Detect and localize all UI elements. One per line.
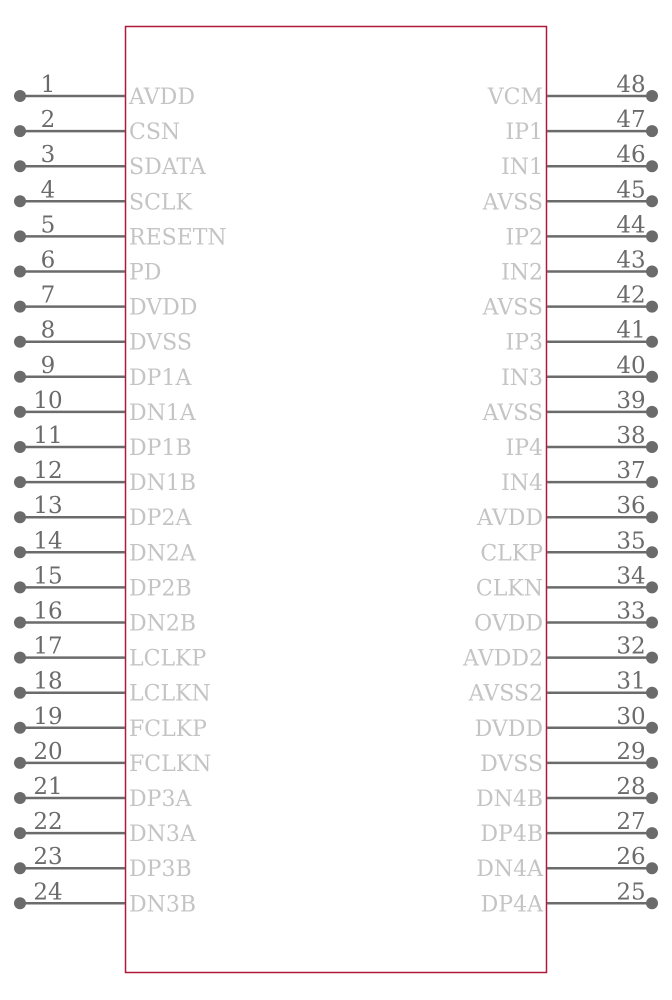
pin-terminal-dot: [646, 687, 658, 699]
pin-name: SCLK: [129, 190, 192, 216]
pin-33: [474, 599, 658, 637]
pin-name: DN2A: [129, 541, 196, 567]
pin-number: 20: [33, 738, 63, 765]
pin-name: DVDD: [129, 295, 198, 321]
pin-31: [468, 669, 658, 707]
pin-name: IN2: [501, 260, 543, 286]
pin-number: 31: [616, 668, 646, 695]
pin-number: 36: [616, 493, 646, 520]
pin-19: [14, 704, 207, 742]
pin-name: IP4: [505, 436, 543, 461]
pin-number: 23: [33, 844, 63, 871]
pin-terminal-dot: [14, 581, 26, 593]
pin-terminal-dot: [646, 792, 658, 804]
pin-name: AVSS: [482, 295, 543, 321]
pin-terminal-dot: [646, 125, 658, 137]
pin-6: [14, 248, 161, 286]
pin-terminal-dot: [646, 406, 658, 418]
pin-terminal-dot: [14, 722, 26, 734]
pin-13: [14, 493, 192, 531]
pin-name: DN3A: [129, 822, 196, 848]
pin-terminal-dot: [14, 617, 26, 629]
pin-number: 27: [616, 809, 646, 836]
pin-8: [14, 318, 192, 356]
pin-number: 17: [33, 633, 63, 660]
pin-name: CLKN: [475, 576, 543, 602]
pin-14: [14, 528, 197, 566]
pin-terminal-dot: [646, 476, 658, 488]
pin-number: 14: [33, 528, 63, 555]
pin-number: 9: [40, 352, 56, 379]
pin-terminal-dot: [14, 687, 26, 699]
pin-number: 26: [616, 844, 646, 871]
pin-name: FCLKP: [129, 716, 207, 742]
pin-terminal-dot: [14, 195, 26, 207]
pin-number: 32: [616, 633, 646, 660]
pin-name: DN4A: [476, 857, 543, 883]
pin-number: 35: [616, 528, 646, 555]
pin-9: [14, 353, 192, 391]
pin-number: 28: [616, 774, 646, 800]
pin-44: [506, 212, 659, 250]
pin-terminal-dot: [646, 160, 658, 172]
pin-terminal-dot: [14, 511, 26, 523]
pin-terminal-dot: [14, 406, 26, 418]
pin-terminal-dot: [14, 90, 26, 102]
pin-terminal-dot: [646, 897, 658, 909]
pin-terminal-dot: [14, 792, 26, 804]
pin-number: 7: [40, 282, 56, 309]
pin-46: [501, 142, 658, 180]
pin-number: 15: [33, 563, 63, 590]
pin-name: AVDD: [477, 506, 543, 532]
pin-name: IN4: [501, 471, 543, 497]
pin-26: [476, 844, 658, 882]
pin-terminal-dot: [14, 301, 26, 313]
pin-name: LCLKN: [129, 681, 211, 707]
pin-terminal-dot: [14, 652, 26, 664]
pin-name: DN2B: [129, 611, 197, 637]
pin-terminal-dot: [14, 827, 26, 839]
pin-7: [14, 283, 197, 321]
pin-terminal-dot: [14, 125, 26, 137]
pin-name: IP2: [505, 225, 543, 251]
pin-24: [14, 879, 196, 917]
pin-number: 4: [40, 177, 56, 204]
pin-name: DN1A: [129, 400, 196, 426]
pin-terminal-dot: [14, 546, 26, 558]
pin-number: 10: [33, 387, 63, 414]
pin-number: 43: [616, 247, 646, 274]
pin-number: 18: [33, 668, 63, 695]
pin-3: [14, 142, 207, 180]
pin-number: 2: [40, 107, 56, 134]
pin-name: DP1A: [129, 365, 192, 391]
pin-45: [482, 177, 658, 215]
pin-name: OVDD: [474, 611, 543, 637]
pin-name: AVDD2: [463, 646, 543, 672]
pin-number: 8: [40, 317, 56, 344]
pin-terminal-dot: [14, 862, 26, 874]
pin-name: DN3B: [129, 892, 197, 918]
pin-47: [506, 107, 659, 145]
pin-40: [501, 353, 658, 391]
pin-number: 30: [616, 703, 646, 730]
pin-12: [14, 458, 196, 496]
pin-number: 21: [33, 774, 63, 800]
pin-27: [480, 809, 658, 847]
pin-25: [481, 879, 658, 917]
pin-number: 5: [40, 212, 56, 239]
pin-number: 3: [40, 142, 56, 169]
pin-terminal-dot: [646, 230, 658, 242]
pin-34: [476, 563, 658, 601]
pin-number: 19: [33, 703, 63, 730]
pin-number: 47: [616, 107, 646, 134]
pin-32: [462, 634, 658, 672]
pin-terminal-dot: [14, 441, 26, 453]
pin-name: AVSS: [482, 400, 543, 426]
pin-39: [482, 388, 658, 426]
pin-number: 46: [616, 142, 646, 169]
pin-name: AVSS2: [468, 681, 543, 707]
pin-name: DVDD: [474, 716, 543, 742]
pin-name: DN1B: [129, 471, 197, 497]
pin-41: [506, 318, 659, 356]
pin-38: [506, 423, 659, 461]
pin-terminal-dot: [646, 195, 658, 207]
pin-number: 1: [40, 72, 56, 98]
pin-terminal-dot: [646, 371, 658, 383]
pin-name: DP3A: [129, 787, 192, 812]
pin-number: 22: [33, 809, 63, 836]
pin-37: [501, 458, 658, 496]
pin-name: DP1B: [129, 436, 192, 461]
pin-terminal-dot: [646, 757, 658, 769]
pin-4: [14, 177, 193, 215]
pin-terminal-dot: [646, 827, 658, 839]
pin-number: 45: [616, 177, 646, 204]
pin-name: LCLKP: [129, 646, 207, 672]
pin-name: DP2A: [129, 506, 192, 532]
pin-terminal-dot: [14, 757, 26, 769]
pin-name: VCM: [487, 85, 543, 110]
pin-number: 13: [33, 493, 63, 520]
pin-29: [480, 739, 658, 777]
pin-number: 42: [616, 282, 646, 309]
left-pin-column: [14, 72, 227, 917]
pin-28: [476, 774, 658, 812]
pin-name: DP2B: [129, 576, 192, 602]
pin-name: CSN: [129, 120, 181, 146]
pin-name: DN4B: [475, 787, 543, 812]
pin-48: [487, 72, 658, 110]
pin-name: DP3B: [129, 857, 192, 883]
pin-terminal-dot: [646, 652, 658, 664]
pin-5: [14, 212, 227, 250]
pin-terminal-dot: [14, 160, 26, 172]
pin-name: SDATA: [129, 155, 206, 181]
pin-number: 37: [616, 458, 646, 485]
pin-number: 24: [33, 879, 63, 906]
pin-terminal-dot: [646, 546, 658, 558]
pin-name: DP4B: [480, 822, 543, 848]
pin-number: 6: [40, 247, 56, 274]
pin-terminal-dot: [646, 336, 658, 348]
pin-terminal-dot: [646, 266, 658, 278]
pin-number: 12: [33, 458, 63, 485]
pin-name: IP1: [505, 120, 543, 146]
pin-name: DP4A: [480, 892, 543, 918]
pin-name: IN1: [501, 155, 543, 181]
pin-18: [14, 669, 211, 707]
pin-terminal-dot: [14, 336, 26, 348]
pin-number: 25: [616, 879, 646, 906]
pin-number: 38: [616, 423, 646, 449]
pin-name: DVSS: [480, 751, 543, 777]
pin-name: RESETN: [129, 225, 227, 251]
pin-terminal-dot: [646, 581, 658, 593]
pin-terminal-dot: [646, 441, 658, 453]
pin-number: 11: [33, 423, 63, 449]
pin-10: [14, 388, 197, 426]
pin-terminal-dot: [646, 90, 658, 102]
pin-35: [480, 528, 658, 566]
pin-name: IN3: [501, 365, 543, 391]
right-pin-column: [462, 72, 658, 917]
pin-number: 40: [616, 352, 646, 379]
pin-terminal-dot: [14, 371, 26, 383]
pin-number: 39: [616, 387, 646, 414]
pin-name: FCLKN: [129, 751, 212, 777]
pin-15: [14, 563, 192, 601]
pin-11: [14, 423, 192, 461]
pin-terminal-dot: [646, 617, 658, 629]
pin-name: DVSS: [129, 330, 192, 356]
pin-43: [501, 248, 658, 286]
pin-36: [476, 493, 658, 531]
pin-name: PD: [129, 260, 162, 286]
pin-terminal-dot: [14, 266, 26, 278]
pin-22: [14, 809, 197, 847]
pin-terminal-dot: [14, 897, 26, 909]
pin-name: CLKP: [480, 541, 543, 567]
pin-30: [475, 704, 658, 742]
pin-terminal-dot: [646, 511, 658, 523]
pin-number: 16: [33, 598, 63, 625]
pin-number: 34: [616, 563, 646, 590]
pin-16: [14, 599, 196, 637]
pin-terminal-dot: [646, 301, 658, 313]
pin-20: [14, 739, 211, 777]
pin-terminal-dot: [14, 476, 26, 488]
pin-number: 41: [616, 317, 646, 344]
pin-number: 33: [616, 598, 646, 625]
pin-terminal-dot: [646, 862, 658, 874]
pin-2: [14, 107, 180, 145]
pin-17: [14, 634, 206, 672]
pin-terminal-dot: [646, 722, 658, 734]
pin-name: AVDD: [129, 85, 195, 110]
pin-21: [14, 774, 192, 812]
pin-number: 48: [616, 72, 646, 98]
pin-number: 44: [616, 212, 646, 239]
pin-42: [482, 283, 658, 321]
pin-name: IP3: [505, 330, 543, 356]
pin-1: [14, 72, 195, 110]
pin-terminal-dot: [14, 230, 26, 242]
pin-name: AVSS: [482, 190, 543, 216]
pin-number: 29: [616, 738, 646, 765]
pin-23: [14, 844, 192, 882]
